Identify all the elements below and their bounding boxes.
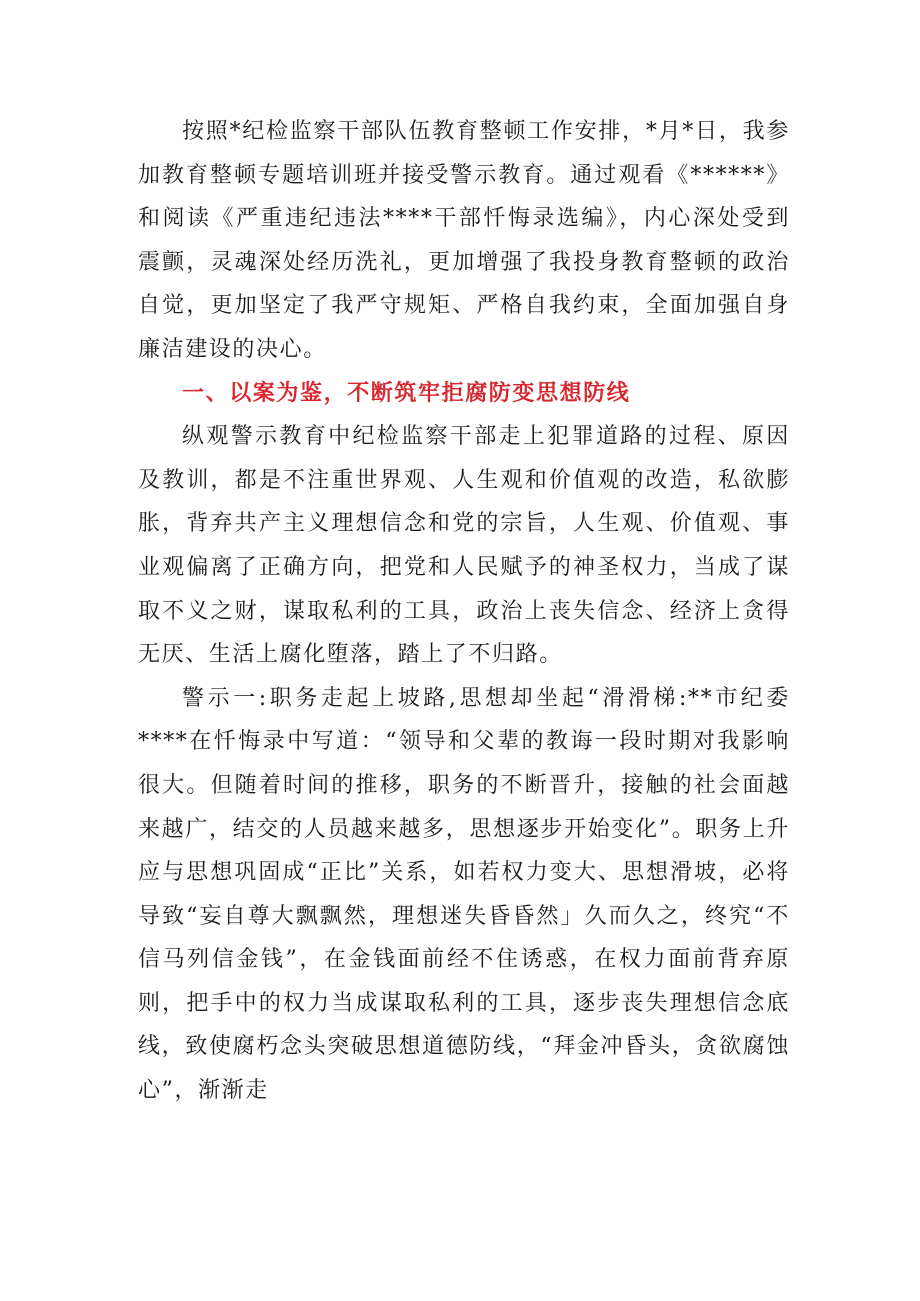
warning-one-paragraph: 警示一:职务走起上坡路,思想却坐起“滑滑梯:**市纪委****在忏悔录中写道：“领导和父辈的教诲一段时期对我影响很大。但随着时间的推移，职务的不断晋升，接触的社会面越来越广，结交的人员越来越多，思想逐步开始变化”。职务上升应与思想巩固成“正比”关系，如若权力变大、思想滑坡，必将导致“妄自尊大飘飘然，理想迷失昏昏然」久而久之，终究“不信马列信金钱”，在金钱面前经不住诱惑，在权力面前背弃原则，把手中的权力当成谋取私利的工具，逐步丧失理想信念底线，致使腐朽念头突破思想道德防线，“拜金冲昏头，贪欲腐蚀心”，渐渐走 <box>138 685 790 1104</box>
section-heading: 一、以案为鉴，不断筑牢拒腐防变思想防线 <box>182 379 631 406</box>
document-body <box>138 110 790 1113</box>
intro-paragraph: 按照*纪检监察干部队伍教育整顿工作安排，*月*日，我参加教育整顿专题培训班并接受警示教育。通过观看《******》和阅读《严重违纪违法****干部忏悔录选编》，内心深处受到震颤，灵魂深处经历洗礼，更加增强了我投身教育整顿的政治自觉，更加坚定了我严守规矩、严格自我约束，全面加强自身廉洁建设的决心。 <box>138 119 790 362</box>
analysis-paragraph: 纵观警示教育中纪检监察干部走上犯罪道路的过程、原因及教训，都是不注重世界观、人生观和价值观的改造，私欲膨胀，背弃共产主义理想信念和党的宗旨，人生观、价值观、事业观偏离了正确方向，把党和人民赋予的神圣权力，当成了谋取不义之财，谋取私利的工具，政治上丧失信念、经济上贪得无厌、生活上腐化堕落，踏上了不归路。 <box>138 424 790 668</box>
